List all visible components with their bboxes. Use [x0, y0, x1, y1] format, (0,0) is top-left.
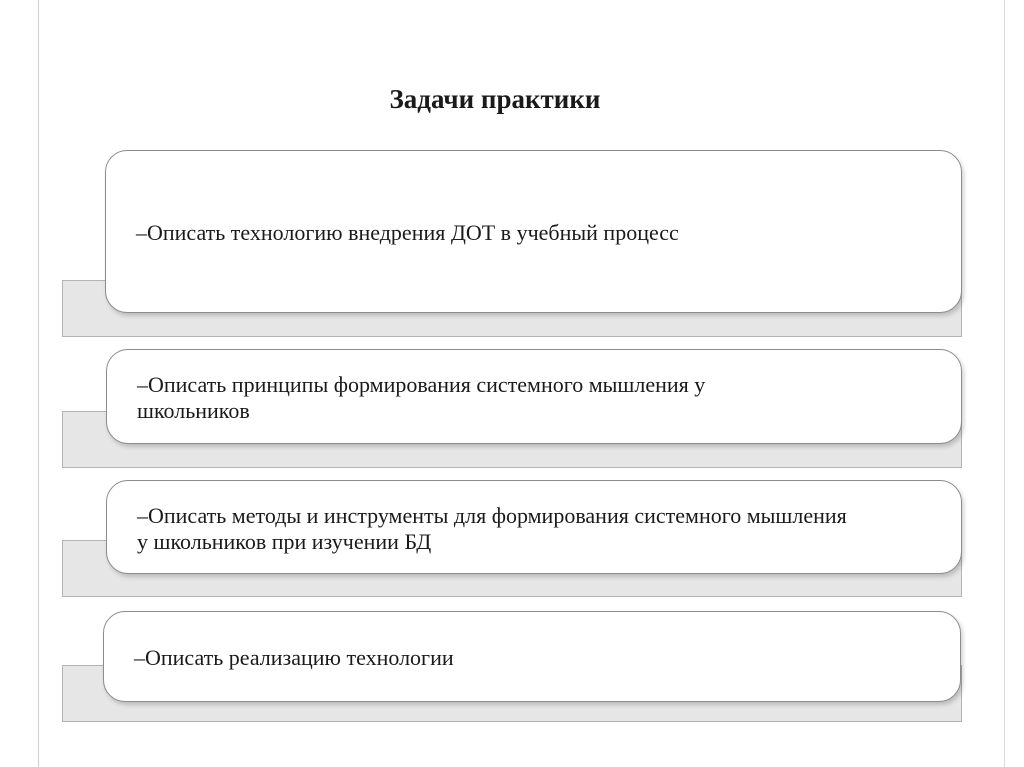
task-card-2 [106, 349, 962, 444]
slide-frame-right [1004, 0, 1005, 767]
task-card-1 [105, 150, 962, 313]
task-text-2: –Описать принципы формирования системного мышления у школьников [137, 372, 706, 423]
task-card-4 [103, 611, 961, 702]
slide-frame-left [38, 0, 39, 767]
task-text-1: –Описать технологию внедрения ДОТ в учебный процесс [136, 220, 679, 245]
task-card-3 [106, 480, 962, 574]
task-text-3: –Описать методы и инструменты для формирования системного мышления у школьников при изучении БД [137, 503, 847, 554]
slide-title: Задачи практики [389, 84, 601, 114]
task-text-4: –Описать реализацию технологии [134, 645, 454, 670]
